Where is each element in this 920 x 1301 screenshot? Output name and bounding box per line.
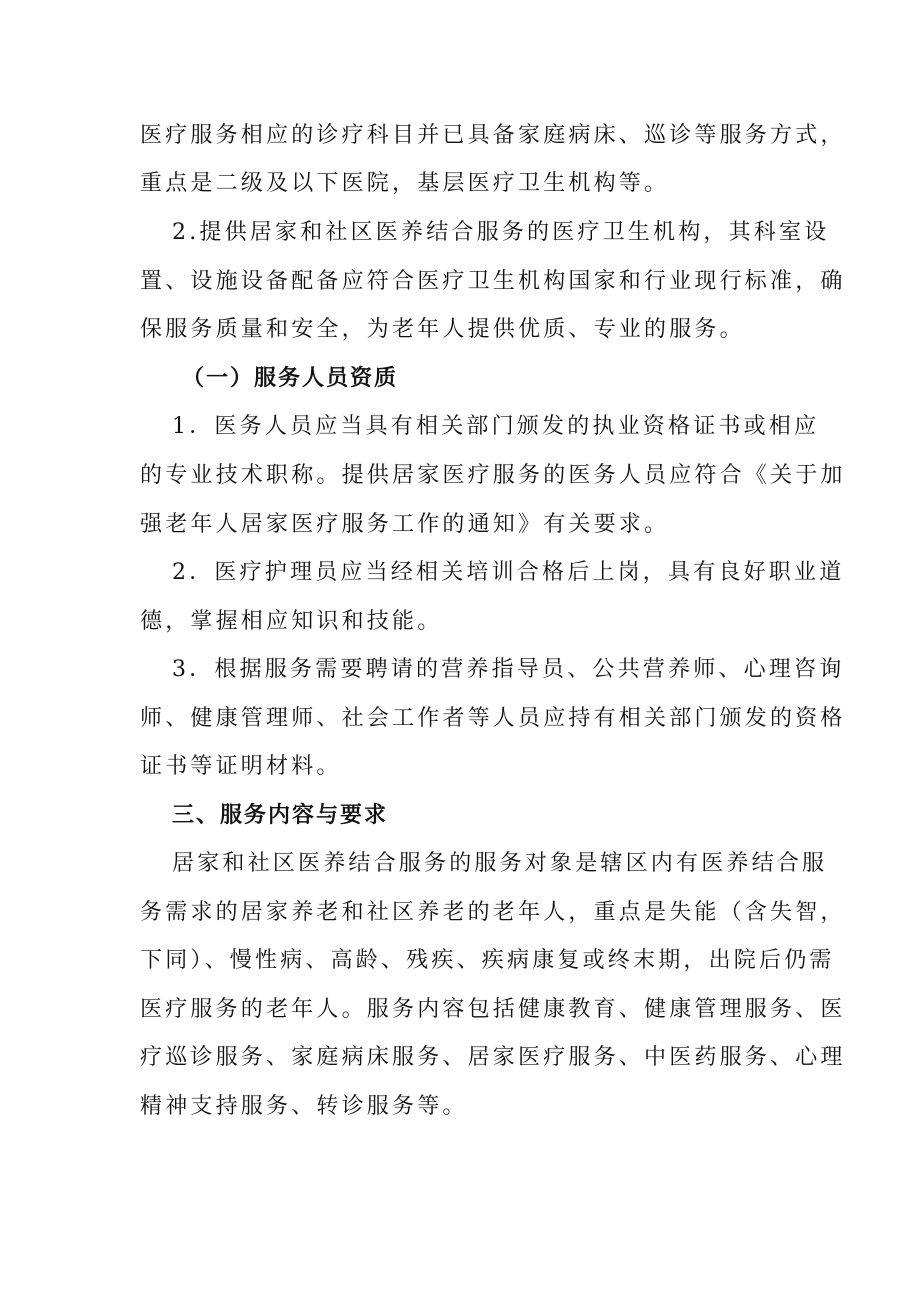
section-heading: （一）服务人员资质 [182,366,399,391]
paragraph-line: 疗巡诊服务、家庭病床服务、居家医疗服务、中医药服务、心理 [140,1045,846,1070]
paragraph-line: 保服务质量和安全，为老年人提供优质、专业的服务。 [140,317,745,342]
paragraph-line: 强老年人居家医疗服务工作的通知》有关要求。 [140,512,670,537]
paragraph-line: 证书等证明材料。 [140,754,342,779]
paragraph-line: 2.提供居家和社区医养结合服务的医疗卫生机构，其科室设 [172,220,830,245]
paragraph-line: 重点是二级及以下医院，基层医疗卫生机构等。 [140,171,670,196]
paragraph-line: 1．医务人员应当具有相关部门颁发的执业资格证书或相应 [172,414,820,439]
paragraph-line: 的专业技术职称。提供居家医疗服务的医务人员应符合《关于加 [140,463,846,488]
section-heading: 三、服务内容与要求 [172,803,389,828]
paragraph-line: 2．医疗护理员应当经相关培训合格后上岗，具有良好职业道 [172,560,845,585]
paragraph-line: 医疗服务的老年人。服务内容包括健康教育、健康管理服务、医 [140,997,846,1022]
paragraph-line: 师、健康管理师、社会工作者等人员应持有相关部门颁发的资格 [140,706,846,731]
paragraph-line: 3．根据服务需要聘请的营养指导员、公共营养师、心理咨询 [172,657,845,682]
paragraph-line: 精神支持服务、转诊服务等。 [140,1094,468,1119]
paragraph-line: 下同）、慢性病、高龄、残疾、疾病康复或终末期，出院后仍需 [140,948,835,973]
paragraph-line: 医疗服务相应的诊疗科目并已具备家庭病床、巡诊等服务方式， [140,123,846,148]
paragraph-line: 置、设施设备配备应符合医疗卫生机构国家和行业现行标准，确 [140,269,846,294]
paragraph-line: 德，掌握相应知识和技能。 [140,609,443,634]
paragraph-line: 居家和社区医养结合服务的服务对象是辖区内有医养结合服 [172,851,828,876]
paragraph-line: 务需求的居家养老和社区养老的老年人，重点是失能（含失智， [140,900,846,925]
